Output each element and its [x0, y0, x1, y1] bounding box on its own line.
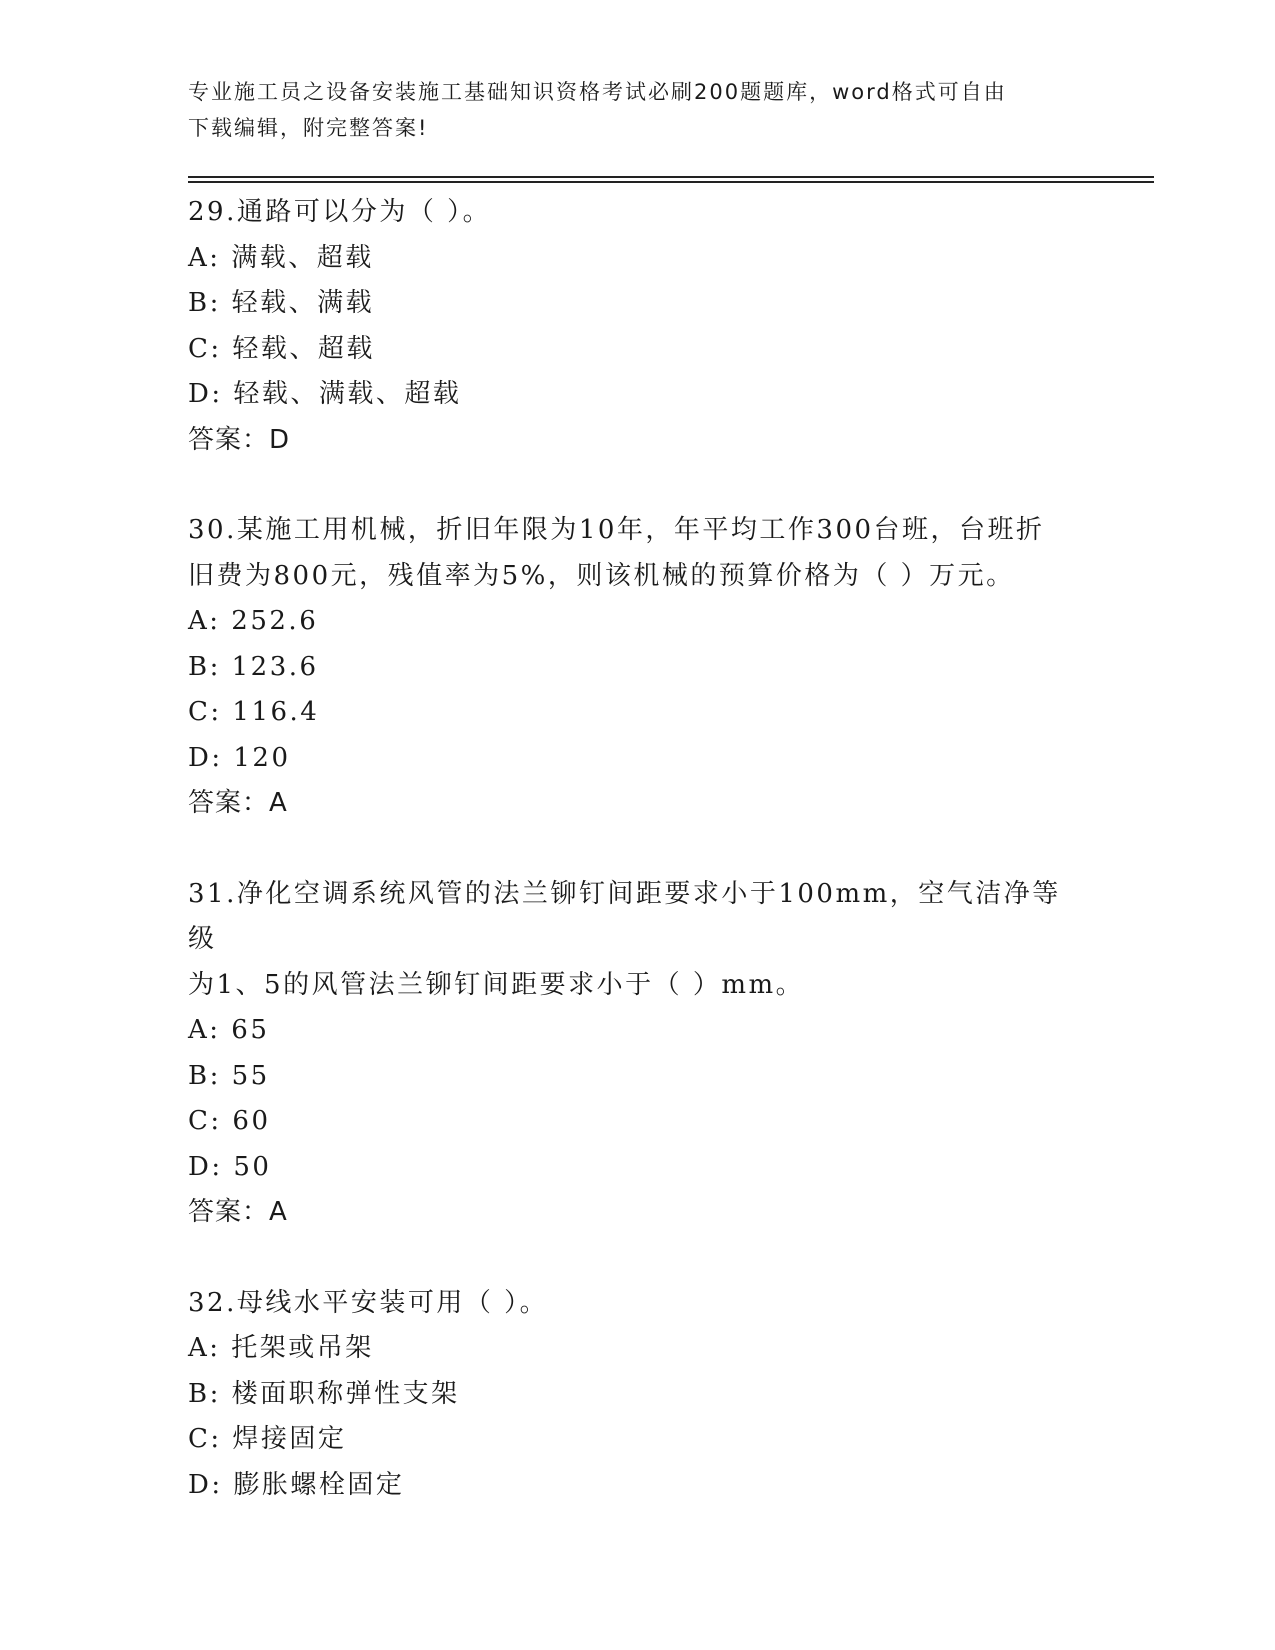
- option-c: C: 116.4: [188, 697, 320, 727]
- option-d: D: 50: [188, 1151, 272, 1182]
- header-divider-bottom: [188, 181, 1154, 183]
- question-stem-continued: 旧费为800元，残值率为5%，则该机械的预算价格为（ ）万元。: [188, 560, 1015, 591]
- question-32: [188, 1281, 1088, 1509]
- option-d: D: 轻载、满载、超载: [188, 379, 462, 409]
- answer: 答案：D: [188, 424, 291, 455]
- option-c: C: 焊接固定: [188, 1424, 347, 1454]
- header-line-2: 下载编辑，附完整答案!: [188, 116, 429, 140]
- option-b: B: 楼面职称弹性支架: [188, 1378, 460, 1409]
- question-29: [188, 190, 1088, 463]
- question-stem: 32.母线水平安装可用（ ）。: [188, 1287, 549, 1318]
- option-b: B: 轻载、满载: [188, 288, 375, 318]
- question-stem-continued: 为1、5的风管法兰铆钉间距要求小于（ ）mm。: [188, 969, 805, 1000]
- question-stem: 30.某施工用机械，折旧年限为10年，年平均工作300台班，台班折: [188, 515, 1045, 545]
- option-c: C: 轻载、超载: [188, 333, 375, 364]
- header-line-1: 专业施工员之设备安装施工基础知识资格考试必刷200题题库，word格式可自由: [188, 80, 1007, 104]
- option-d: D: 120: [188, 742, 291, 773]
- header-divider-top: [188, 176, 1154, 178]
- question-31: [188, 872, 1088, 1236]
- document-header: [188, 74, 1088, 146]
- question-list: [188, 190, 1088, 1553]
- option-a: A: 满载、超载: [188, 242, 374, 273]
- answer: 答案：A: [188, 1197, 288, 1227]
- option-a: A: 托架或吊架: [188, 1333, 374, 1363]
- question-stem: 31.净化空调系统风管的法兰铆钉间距要求小于100mm，空气洁净等级: [188, 878, 1061, 954]
- option-d: D: 膨胀螺栓固定: [188, 1469, 405, 1500]
- option-a: A: 65: [188, 1015, 270, 1045]
- question-stem: 29.通路可以分为（ ）。: [188, 197, 492, 227]
- question-30: [188, 508, 1088, 827]
- option-b: B: 55: [188, 1060, 270, 1091]
- option-b: B: 123.6: [188, 651, 319, 682]
- option-c: C: 60: [188, 1106, 271, 1136]
- option-a: A: 252.6: [188, 606, 319, 636]
- answer: 答案：A: [188, 788, 288, 818]
